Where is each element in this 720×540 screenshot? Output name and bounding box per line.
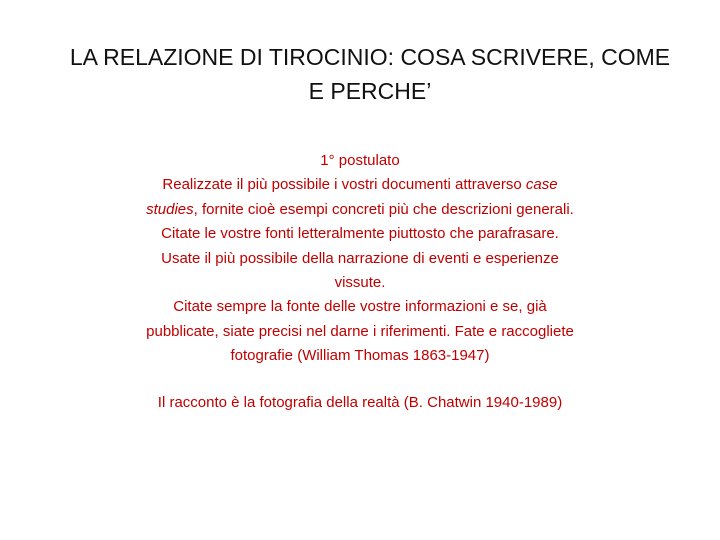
body-line-5: vissute. [334, 274, 386, 292]
body-line-4: Usate il più possibile della narrazione di eventi e esperienze [161, 249, 559, 267]
body-line-8: fotografie (William Thomas 1863-1947) [230, 347, 490, 365]
body-line-2-text: , fornite cioè esempi concreti più che descrizioni generali. [193, 200, 574, 218]
slide-body [100, 149, 620, 415]
spacer [100, 369, 620, 391]
body-line-3: Citate le vostre fonti letteralmente piuttosto che parafrasare. [161, 225, 559, 243]
body-line-6: Citate sempre la fonte delle vostre informazioni e se, già [173, 298, 547, 316]
chatwin-quote: Il racconto è la fotografia della realtà (B. Chatwin 1940-1989) [157, 393, 563, 411]
postulate-heading: 1° postulato [320, 152, 400, 169]
title-line-1: LA RELAZIONE DI TIROCINIO: COSA SCRIVERE, COME [69, 44, 671, 70]
body-line-1 [100, 173, 620, 197]
body-line-1-text: Realizzate il più possibile i vostri documenti attraverso [162, 176, 526, 194]
body-line-2 [100, 198, 620, 222]
slide-title [60, 40, 680, 108]
title-line-2: E PERCHE’ [308, 78, 432, 104]
body-line-7: pubblicate, siate precisi nel darne i riferimenti. Fate e raccogliete [146, 322, 574, 340]
body-line-1-emphasis: case [525, 176, 558, 194]
body-line-2-emphasis: studies [146, 200, 194, 218]
